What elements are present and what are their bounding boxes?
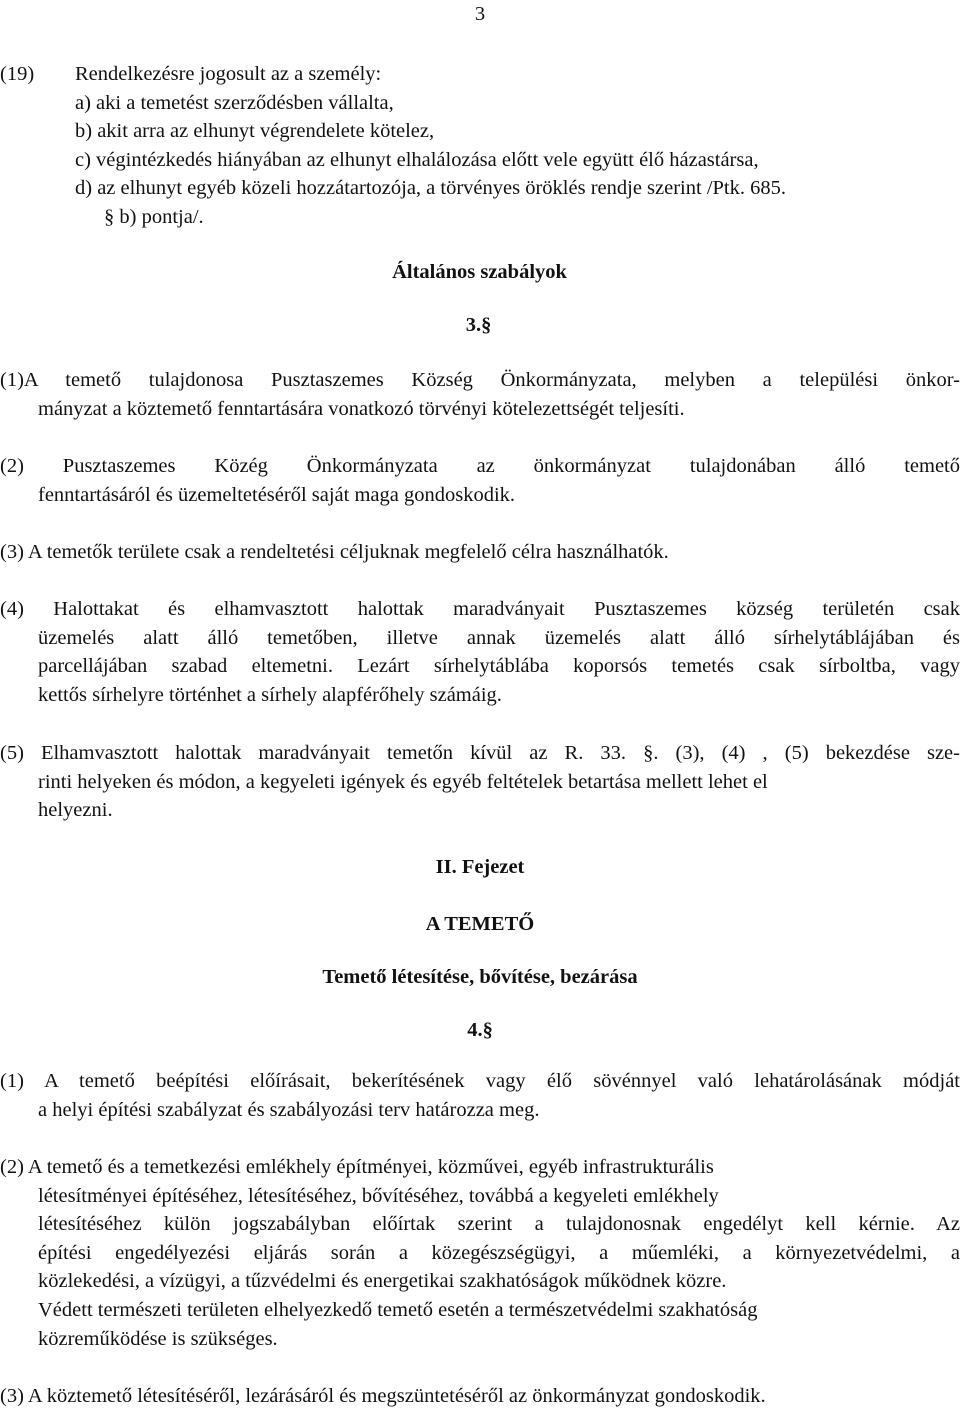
s3-paragraph-5 xyxy=(0,739,960,825)
s3-paragraph-2 xyxy=(0,452,960,509)
s4-paragraph-3 xyxy=(0,1382,960,1411)
s3-paragraph-1 xyxy=(0,366,960,423)
s4-paragraph-1 xyxy=(0,1067,960,1124)
text-line: (1) A temető beépítési előírásait, bekerítésének vagy élő sövénnyel való lehatárolásának módját xyxy=(0,1070,960,1092)
text-line: (2) Pusztaszemes Közég Önkormányzata az önkormányzat tulajdonában álló temető xyxy=(0,455,960,477)
list-item: b) akit arra az elhunyt végrendelete kötelez, xyxy=(75,120,435,143)
s4-paragraph-2 xyxy=(0,1153,960,1353)
list-intro: Rendelkezésre jogosult az a személy: xyxy=(75,63,382,85)
s3-paragraph-4 xyxy=(0,595,960,709)
text-line: üzemelés alatt álló temetőben, illetve annak üzemelés alatt álló sírhelytáblájában és xyxy=(38,626,960,649)
text-line: fenntartásáról és üzemeltetéséről saját maga gondoskodik. xyxy=(38,483,516,506)
text-line: létesítéséhez külön jogszabályban előírtak szerint a tulajdonosnak engedélyt kell kérnie. Az xyxy=(38,1213,960,1236)
text-line: kettős sírhelyre történhet a sírhely alapférőhely számáig. xyxy=(38,683,502,706)
text-line: (4) Halottakat és elhamvasztott halottak maradványait Pusztaszemes község területén csak xyxy=(0,598,960,620)
paragraph-number: (19) xyxy=(0,63,35,85)
list-item: c) végintézkedés hiányában az elhunyt elhalálozása előtt vele együtt élő házastársa, xyxy=(75,148,759,171)
text-line: helyezni. xyxy=(38,799,113,822)
text-line: közlekedési, a vízügyi, a tűzvédelmi és energetikai szakhatóságok működnek közre. xyxy=(38,1270,727,1293)
text-line: rinti helyeken és módon, a kegyeleti igények és egyéb feltételek betartása mellett lehet el xyxy=(38,770,768,793)
text-line: közreműködése is szükséges. xyxy=(38,1327,278,1350)
text-line: Védett természeti területen elhelyezkedő temető esetén a természetvédelmi szakhatóság xyxy=(38,1298,758,1321)
s3-paragraph-3 xyxy=(0,538,960,567)
text-line: a helyi építési szabályzat és szabályozási terv határozza meg. xyxy=(38,1098,540,1121)
text-line: parcellájában szabad eltemetni. Lezárt sírhelytáblába koporsós temetés csak sírboltba, vagy xyxy=(38,655,960,678)
section-heading: Általános szabályok xyxy=(392,261,567,283)
chapter-subtitle: Temető létesítése, bővítése, bezárása xyxy=(322,966,638,988)
section-number: 3.§ xyxy=(465,314,492,336)
text-line: létesítményei építéséhez, létesítéséhez, bővítéséhez, továbbá a kegyeleti emlékhely xyxy=(38,1184,719,1207)
section-number: 4.§ xyxy=(467,1019,493,1041)
list-item: d) az elhunyt egyéb közeli hozzátartozója, a törvényes öröklés rendje szerint /Ptk. 685. xyxy=(75,177,786,200)
text-line: (1)A temető tulajdonosa Pusztaszemes Község Önkormányzata, melyben a települési önkor- xyxy=(0,369,960,391)
chapter-number: II. Fejezet xyxy=(435,856,525,878)
text-line: mányzat a köztemető fenntartására vonatkozó törvényi kötelezettségét teljesíti. xyxy=(38,397,685,420)
chapter-title: A TEMETŐ xyxy=(425,913,535,935)
text-line: (2) A temető és a temetkezési emlékhely építményei, közművei, egyéb infrastrukturális xyxy=(0,1156,714,1178)
text-line: (5) Elhamvasztott halottak maradványait temetőn kívül az R. 33. §. (3), (4) , (5) bekezdése sze- xyxy=(0,742,960,764)
list-item: a) aki a temetést szerződésben vállalta, xyxy=(75,91,394,114)
text-line: (3) A temetők területe csak a rendeltetési céljuknak megfelelő célra használhatók. xyxy=(0,541,669,563)
list-item-continuation: § b) pontja/. xyxy=(104,205,204,228)
page-number: 3 xyxy=(474,3,486,25)
paragraph-19 xyxy=(0,60,960,232)
text-line: (3) A köztemető létesítéséről, lezárásáról és megszüntetéséről az önkormányzat gondoskodik. xyxy=(0,1385,766,1407)
text-line: építési engedélyezési eljárás során a közegészségügyi, a műemléki, a környezetvédelmi, a xyxy=(38,1241,960,1264)
